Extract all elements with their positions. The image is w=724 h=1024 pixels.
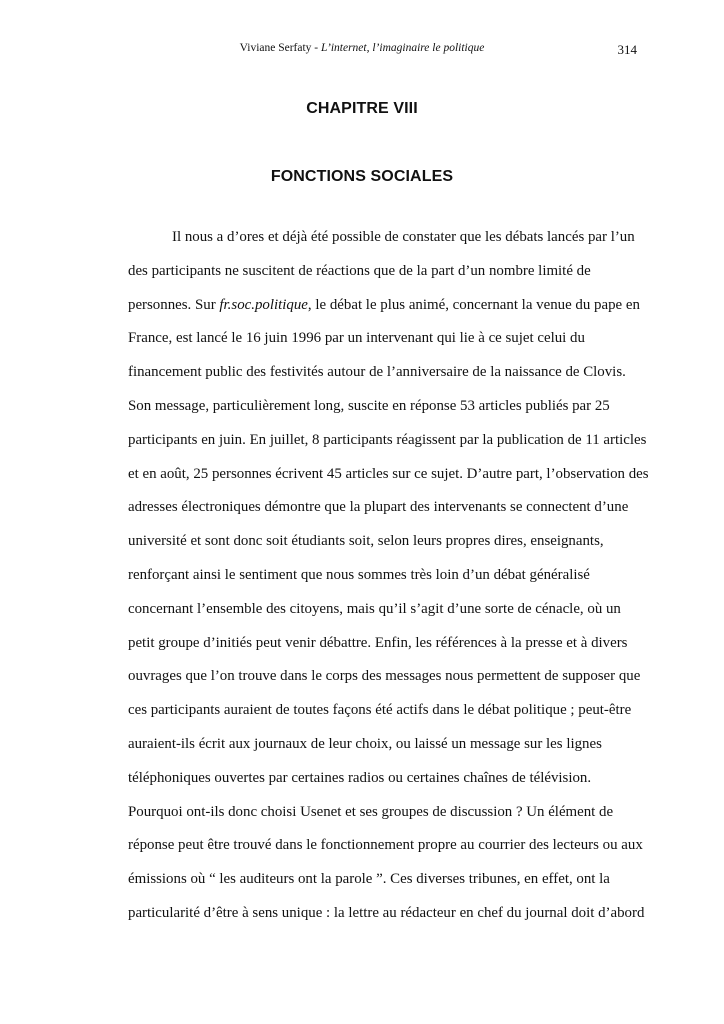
- paragraph-line: concernant l’ensemble des citoyens, mais qu’il s’agit d’une sorte de cénacle, où un: [128, 600, 621, 617]
- paragraph-line: financement public des festivités autour de l’anniversaire de la naissance de Clovis.: [128, 364, 626, 381]
- line-text: personnes. Sur: [128, 296, 220, 313]
- paragraph-line: [128, 289, 638, 323]
- paragraph-line: Son message, particulièrement long, suscite en réponse 53 articles publiés par 25: [128, 397, 610, 414]
- page-number: 314: [617, 42, 637, 57]
- paragraph-line: ouvrages que l’on trouve dans le corps des messages nous permettent de supposer que: [128, 668, 641, 685]
- paragraph-line: ces participants auraient de toutes façons été actifs dans le débat politique ; peut-être: [128, 702, 632, 719]
- running-header-text: [0, 42, 724, 54]
- paragraph-line: France, est lancé le 16 juin 1996 par un intervenant qui lie à ce sujet celui du: [128, 330, 585, 347]
- line-text: , le débat le plus animé, concernant la venue du pape en: [307, 296, 640, 313]
- paragraph-line: adresses électroniques démontre que la plupart des intervenants se connectent d’une: [128, 499, 629, 516]
- paragraph-line: des participants ne suscitent de réactions que de la part d’un nombre limité de: [128, 262, 591, 279]
- chapter-title: CHAPITRE VIII: [306, 100, 418, 117]
- paragraph-line: petit groupe d’initiés peut venir débattre. Enfin, les références à la presse et à divers: [128, 634, 628, 651]
- paragraph-line: particularité d’être à sens unique : la lettre au rédacteur en chef du journal doit d’abord: [128, 904, 645, 921]
- paragraph-line: et en août, 25 personnes écrivent 45 articles sur ce sujet. D’autre part, l’observation des: [128, 465, 649, 482]
- section-title: FONCTIONS SOCIALES: [270, 168, 454, 185]
- paragraph-line: Il nous a d’ores et déjà été possible de constater que les débats lancés par l’un: [172, 229, 635, 245]
- paragraph-line: renforçant ainsi le sentiment que nous sommes très loin d’un débat généralisé: [128, 566, 590, 583]
- header-author: Viviane Serfaty -: [239, 42, 322, 54]
- paragraph-line: réponse peut être trouvé dans le fonctionnement propre au courrier des lecteurs ou aux: [128, 837, 643, 854]
- paragraph-line: téléphoniques ouvertes par certaines radios ou certaines chaînes de télévision.: [128, 769, 592, 786]
- paragraph-line: participants en juin. En juillet, 8 participants réagissent par la publication de 11 articles: [128, 431, 647, 448]
- paragraph-line: émissions où “ les auditeurs ont la parole ”. Ces diverses tribunes, en effet, ont la: [128, 871, 610, 888]
- body-paragraph: [128, 221, 649, 931]
- newsgroup-name: fr.soc.politique: [219, 296, 308, 313]
- header-book-title: L’internet, l’imaginaire le politique: [321, 42, 485, 54]
- paragraph-line: Pourquoi ont-ils donc choisi Usenet et ses groupes de discussion ? Un élément de: [128, 803, 614, 820]
- paragraph-line: université et sont donc soit étudiants soit, selon leurs propres dires, enseignants,: [128, 533, 604, 550]
- paragraph-line: auraient-ils écrit aux journaux de leur choix, ou laissé un message sur les lignes: [128, 735, 602, 752]
